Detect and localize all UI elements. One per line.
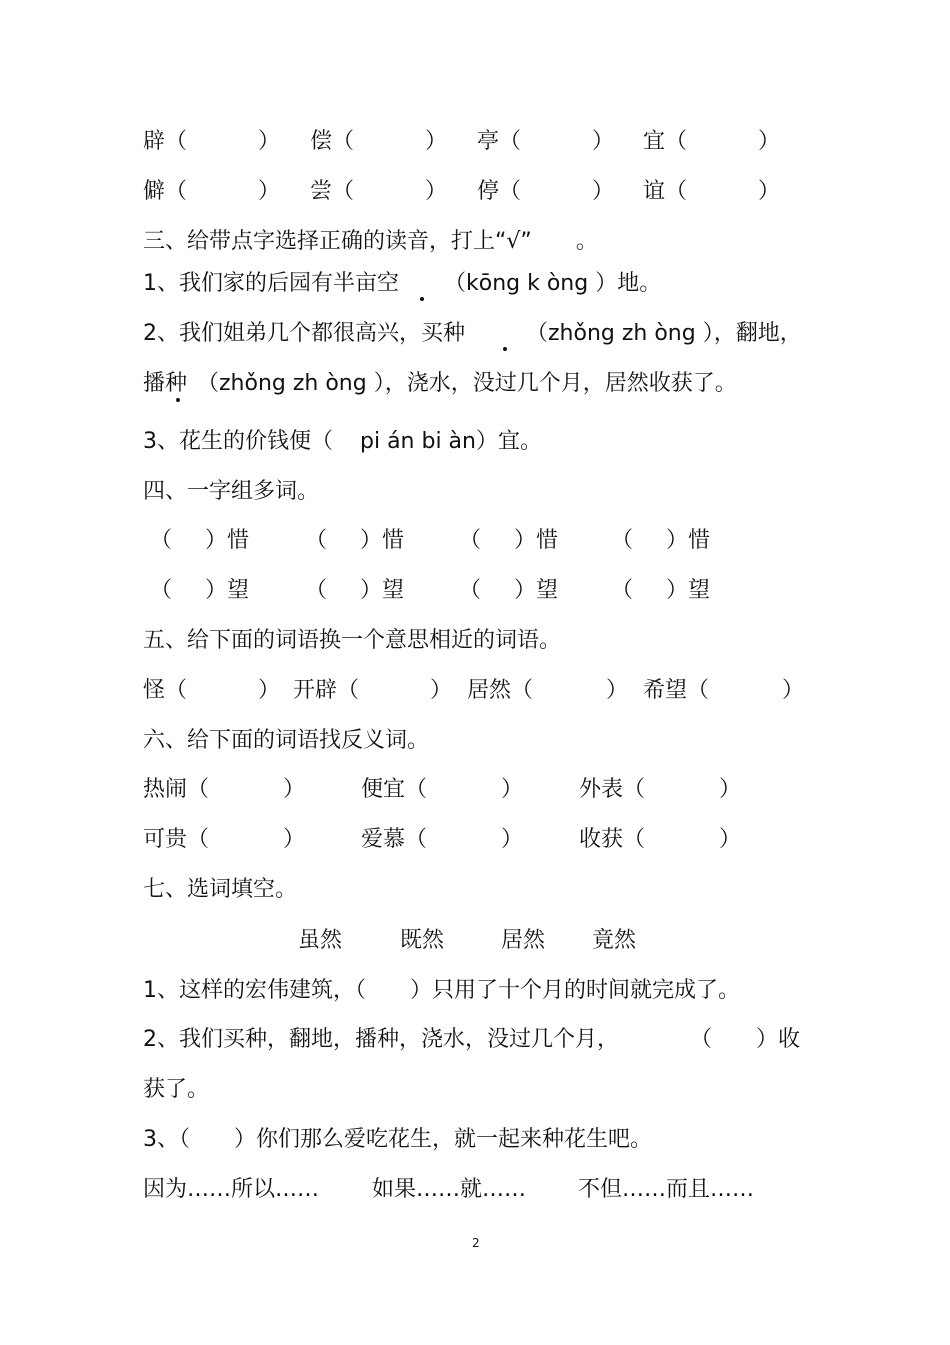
sec2-cell: ） bbox=[258, 179, 281, 204]
sec3-q2-options: （zhǒng zh òng ），翻地， bbox=[526, 321, 802, 346]
sec3-q3-options: pi án bi àn）宜。 bbox=[360, 429, 542, 454]
sec4-cell: （ bbox=[305, 528, 328, 553]
sec4-cell: ）惜 bbox=[514, 528, 559, 553]
sec6-cell: 热闹（ bbox=[143, 777, 210, 802]
sec4-cell: ）惜 bbox=[666, 528, 711, 553]
sec4-cell: （ bbox=[459, 528, 482, 553]
sec2-cell: 尝（ bbox=[310, 179, 355, 204]
sec4-cell: ）望 bbox=[666, 578, 711, 603]
sec2-cell: 亭（ bbox=[477, 129, 522, 154]
sec2-cell: ） bbox=[258, 129, 281, 154]
sec7-q2-cont: 获了。 bbox=[143, 1077, 210, 1102]
sec2-cell: 僻（ bbox=[143, 179, 188, 204]
sec6-cell: 收获（ bbox=[579, 827, 646, 852]
sec6-cell: ） bbox=[283, 827, 306, 852]
sec6-cell: 爱慕（ bbox=[361, 827, 428, 852]
conjunction-item: 如果……就…… bbox=[372, 1177, 527, 1202]
sec2-cell: 辟（ bbox=[143, 129, 188, 154]
conjunction-item: 因为……所以…… bbox=[143, 1177, 320, 1202]
sec4-cell: （ bbox=[611, 578, 634, 603]
sec5-cell: 怪（ bbox=[143, 678, 188, 703]
sec6-heading: 六、给下面的词语找反义词。 bbox=[143, 728, 430, 753]
sec3-q2-text: 2、我们姐弟几个都很高兴，买种 bbox=[143, 321, 465, 346]
sec6-cell: ） bbox=[283, 777, 306, 802]
sec7-q2-blank: （ ）收 bbox=[690, 1027, 801, 1052]
sec6-cell: 便宜（ bbox=[361, 777, 428, 802]
sec6-cell: 外表（ bbox=[579, 777, 646, 802]
sec3-q1-options: （kōng k òng ）地。 bbox=[444, 271, 662, 296]
sec4-cell: ）望 bbox=[205, 578, 250, 603]
sec2-cell: ） bbox=[758, 129, 781, 154]
sec5-heading: 五、给下面的词语换一个意思相近的词语。 bbox=[143, 628, 562, 653]
sec3-heading: 三、给带点字选择正确的读音，打上“√” 。 bbox=[143, 229, 598, 254]
sec3-q2b-prefix: 播种 bbox=[143, 371, 188, 396]
word-bank-item: 既然 bbox=[400, 928, 445, 953]
sec4-cell: （ bbox=[611, 528, 634, 553]
sec7-q3: 3、（ ）你们那么爱吃花生，就一起来种花生吧。 bbox=[143, 1127, 652, 1152]
page-number: 2 bbox=[472, 1236, 480, 1250]
sec7-q2: 2、我们买种，翻地，播种，浇水，没过几个月， bbox=[143, 1027, 619, 1052]
sec2-cell: ） bbox=[592, 129, 615, 154]
emphasis-dot bbox=[420, 297, 424, 301]
sec4-cell: ）惜 bbox=[360, 528, 405, 553]
word-bank-item: 居然 bbox=[501, 928, 546, 953]
sec5-cell: 希望（ bbox=[643, 678, 710, 703]
sec4-cell: （ bbox=[150, 578, 173, 603]
emphasis-dot bbox=[503, 347, 507, 351]
sec4-cell: ）望 bbox=[514, 578, 559, 603]
sec5-cell: ） bbox=[258, 678, 281, 703]
sec4-cell: （ bbox=[305, 578, 328, 603]
sec2-cell: ） bbox=[758, 179, 781, 204]
sec3-q1-text: 1、我们家的后园有半亩空 bbox=[143, 271, 399, 296]
sec4-heading: 四、一字组多词。 bbox=[143, 479, 320, 504]
sec6-cell: 可贵（ bbox=[143, 827, 210, 852]
sec5-cell: 居然（ bbox=[467, 678, 534, 703]
sec6-cell: ） bbox=[719, 777, 742, 802]
sec3-q2b-options: （zhǒng zh òng ），浇水，没过几个月，居然收获了。 bbox=[197, 371, 737, 396]
sec6-cell: ） bbox=[719, 827, 742, 852]
sec5-cell: ） bbox=[606, 678, 629, 703]
sec5-cell: 开辟（ bbox=[293, 678, 360, 703]
sec4-cell: ）惜 bbox=[205, 528, 250, 553]
sec6-cell: ） bbox=[501, 777, 524, 802]
sec2-cell: ） bbox=[425, 179, 448, 204]
sec4-cell: ）望 bbox=[360, 578, 405, 603]
sec2-cell: ） bbox=[425, 129, 448, 154]
conjunction-item: 不但……而且…… bbox=[578, 1177, 755, 1202]
sec6-cell: ） bbox=[501, 827, 524, 852]
sec5-cell: ） bbox=[782, 678, 805, 703]
sec2-cell: 宜（ bbox=[643, 129, 688, 154]
emphasis-dot bbox=[176, 398, 180, 402]
sec5-cell: ） bbox=[430, 678, 453, 703]
sec2-cell: 停（ bbox=[477, 179, 522, 204]
sec7-heading: 七、选词填空。 bbox=[143, 877, 298, 902]
sec3-q3-text: 3、花生的价钱便（ bbox=[143, 429, 333, 454]
sec2-cell: 谊（ bbox=[643, 179, 688, 204]
sec2-cell: 偿（ bbox=[310, 129, 355, 154]
sec4-cell: （ bbox=[459, 578, 482, 603]
sec4-cell: （ bbox=[150, 528, 173, 553]
sec7-q1: 1、这样的宏伟建筑，（ ）只用了十个月的时间就完成了。 bbox=[143, 978, 740, 1003]
word-bank-item: 竟然 bbox=[592, 928, 637, 953]
word-bank-item: 虽然 bbox=[298, 928, 343, 953]
sec2-cell: ） bbox=[592, 179, 615, 204]
